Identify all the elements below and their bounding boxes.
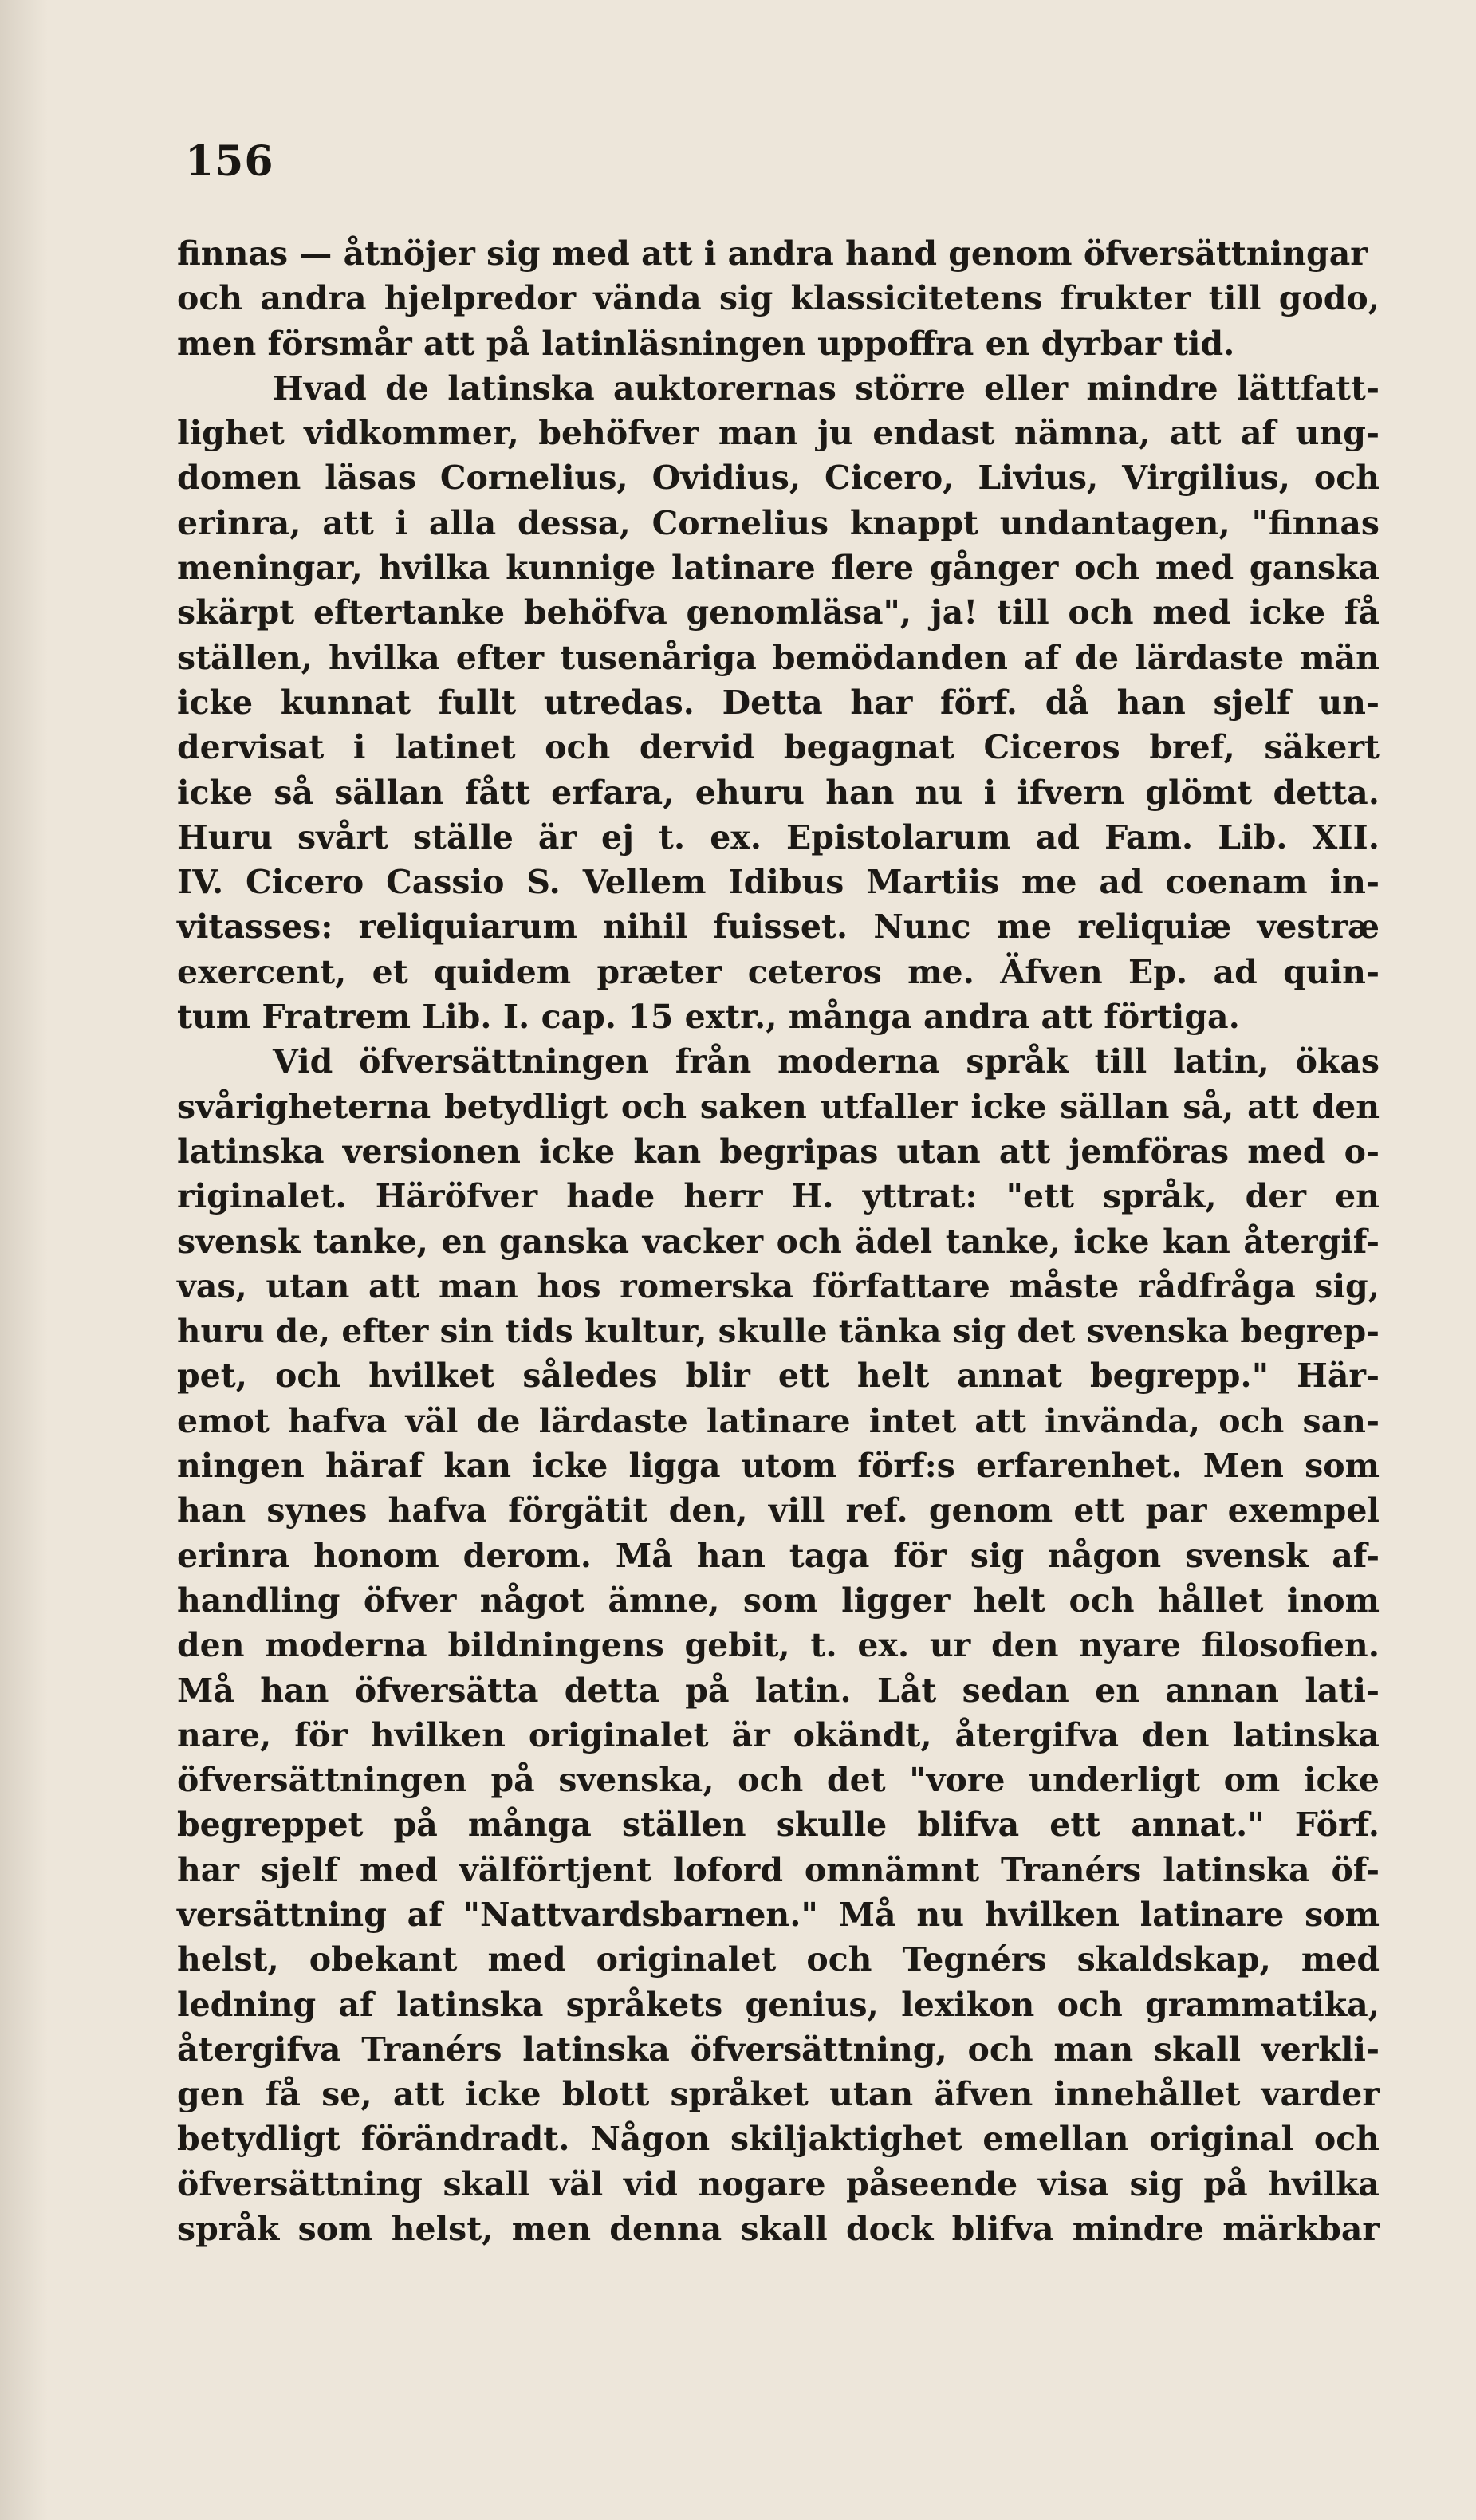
text-line: riginalet. Häröfver hade herr H. yttrat: "ett språk, der en	[177, 1177, 1380, 1216]
text-line: icke kunnat fullt utredas. Detta har förf. då han sjelf un-	[177, 683, 1380, 722]
text-line: meningar, hvilka kunnige latinare flere gånger och med ganska	[177, 549, 1380, 588]
text-line: ningen häraf kan icke ligga utom förf:s erfarenhet. Men som	[177, 1447, 1380, 1486]
text-line: versättning af "Nattvardsbarnen." Må nu hvilken latinare som	[177, 1895, 1380, 1934]
text-line: dervisat i latinet och dervid begagnat Ciceros bref, säkert	[177, 728, 1380, 767]
text-line: Må han öfversätta detta på latin. Låt sedan en annan lati-	[177, 1671, 1380, 1710]
text-line: latinska versionen icke kan begripas utan att jemföras med o-	[177, 1132, 1380, 1171]
text-line: öfversättning skall väl vid nogare påseende visa sig på hvilka	[177, 2164, 1380, 2203]
text-line: pet, och hvilket således blir ett helt annat begrepp." Här-	[177, 1356, 1380, 1396]
text-line: ställen, hvilka efter tusenåriga bemödanden af de lärdaste män	[177, 638, 1380, 677]
text-line: betydligt förändradt. Någon skiljaktighet emellan original och	[177, 2120, 1380, 2159]
text-line: nare, för hvilken originalet är okändt, återgifva den latinska	[177, 1715, 1380, 1754]
text-line: emot hafva väl de lärdaste latinare intet att invända, och san-	[177, 1401, 1380, 1440]
text-line: Vid öfversättningen från moderna språk till latin, ökas	[273, 1042, 1380, 1081]
text-line: och andra hjelpredor vända sig klassicitetens frukter till godo,	[177, 279, 1380, 318]
text-line: svårigheterna betydligt och saken utfaller icke sällan så, att den	[177, 1087, 1380, 1126]
text-line: helst, obekant med originalet och Tegnérs skaldskap, med	[177, 1940, 1380, 1979]
text-line: skärpt eftertanke behöfva genomläsa", ja! till och med icke få	[177, 593, 1380, 632]
text-line: han synes hafva förgätit den, vill ref. genom ett par exempel	[177, 1491, 1380, 1530]
text-line: ledning af latinska språkets genius, lexikon och grammatika,	[177, 1985, 1380, 2024]
text-line: men försmår att på latinläsningen uppoffra en dyrbar tid.	[177, 324, 1235, 363]
text-line: språk som helst, men denna skall dock blifva mindre märkbar	[177, 2210, 1380, 2249]
text-line: huru de, efter sin tids kultur, skulle tänka sig det svenska begrep-	[177, 1312, 1380, 1351]
text-line: vas, utan att man hos romerska författare måste rådfråga sig,	[177, 1266, 1380, 1305]
text-line: lighet vidkommer, behöfver man ju endast nämna, att af ung-	[177, 414, 1380, 453]
text-line: exercent, et quidem præter ceteros me. Äfven Ep. ad quin-	[177, 952, 1380, 991]
body-text	[177, 231, 1380, 2251]
text-line: har sjelf med välförtjent loford omnämnt Tranérs latinska öf-	[177, 1850, 1380, 1889]
text-line: erinra honom derom. Må han taga för sig någon svensk af-	[177, 1536, 1380, 1575]
text-line: tum Fratrem Lib. I. cap. 15 extr., många andra att förtiga.	[177, 998, 1240, 1037]
text-line: finnas — åtnöjer sig med att i andra hand genom öfversättningar	[177, 234, 1368, 273]
text-line: icke så sällan fått erfara, ehuru han nu i ifvern glömt detta.	[177, 773, 1380, 812]
text-line: vitasses: reliquiarum nihil fuisset. Nunc me reliquiæ vestræ	[177, 908, 1380, 947]
text-line: Hvad de latinska auktorernas större eller mindre lättfatt-	[273, 368, 1380, 408]
text-line: öfversättningen på svenska, och det "vore underligt om icke	[177, 1761, 1380, 1800]
text-line: Huru svårt ställe är ej t. ex. Epistolarum ad Fam. Lib. XII.	[177, 817, 1380, 856]
text-line: svensk tanke, en ganska vacker och ädel tanke, icke kan återgif-	[177, 1222, 1380, 1261]
page-number: 156	[185, 137, 274, 186]
text-line: handling öfver något ämne, som ligger helt och hållet inom	[177, 1581, 1380, 1620]
text-line: återgifva Tranérs latinska öfversättning, och man skall verkli-	[177, 2030, 1380, 2069]
text-line: domen läsas Cornelius, Ovidius, Cicero, Livius, Virgilius, och	[177, 459, 1380, 498]
text-line: den moderna bildningens gebit, t. ex. ur den nyare filosofien.	[177, 1626, 1380, 1665]
text-line: gen få se, att icke blott språket utan äfven innehållet varder	[177, 2075, 1380, 2114]
text-line: erinra, att i alla dessa, Cornelius knappt undantagen, "finnas	[177, 503, 1380, 542]
text-line: begreppet på många ställen skulle blifva ett annat." Förf.	[177, 1805, 1380, 1845]
text-line: IV. Cicero Cassio S. Vellem Idibus Martiis me ad coenam in-	[177, 863, 1380, 902]
